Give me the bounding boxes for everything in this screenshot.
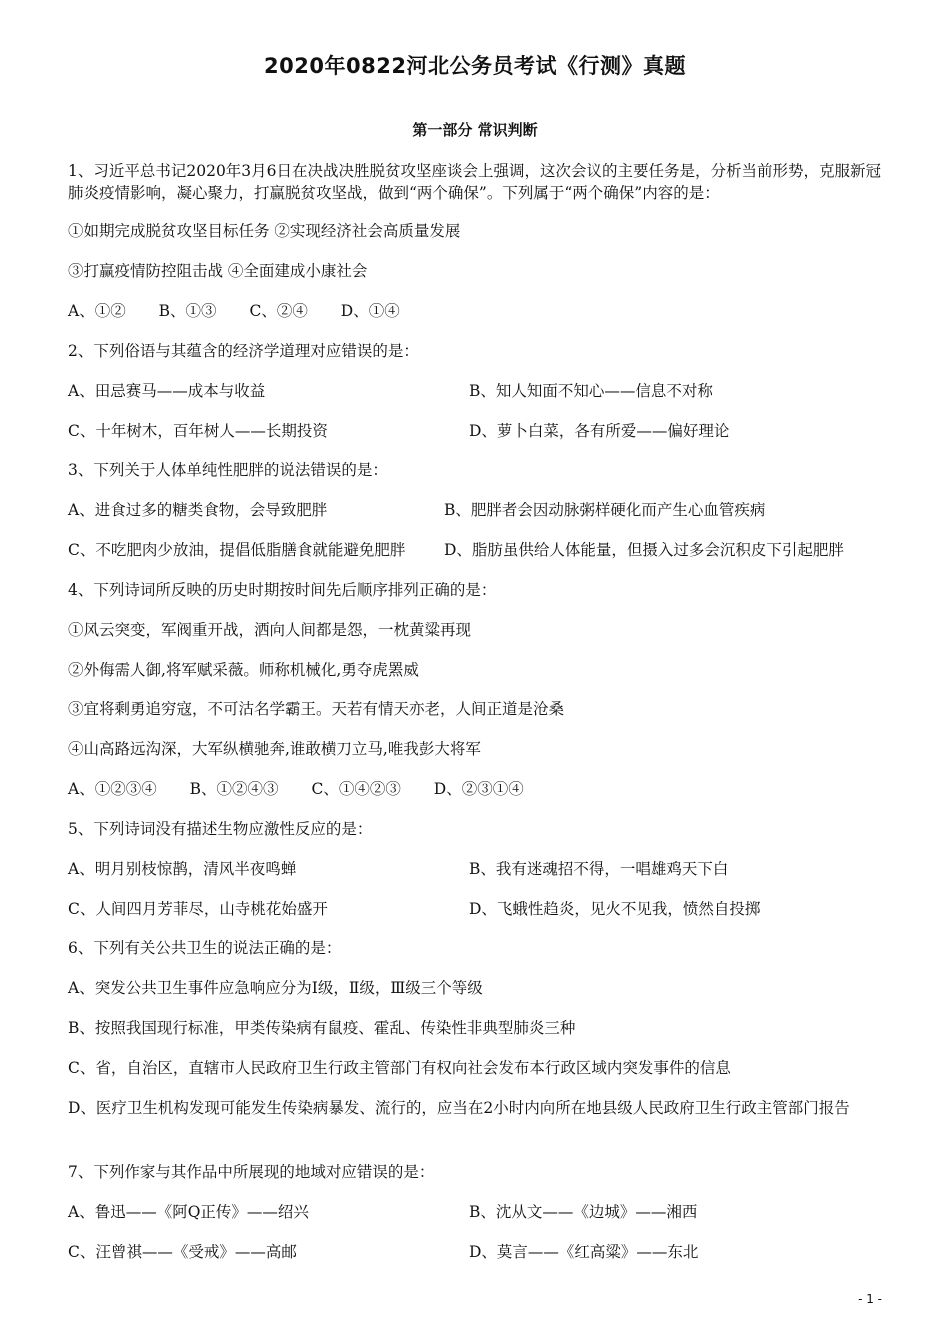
- question-6-option-c: C、省，自治区，直辖市人民政府卫生行政主管部门有权向社会发布本行政区域内突发事件的信息: [68, 1059, 731, 1077]
- question-2-option-c: C、十年树木，百年树人——长期投资: [68, 422, 328, 440]
- question-6-option-d: D、医疗卫生机构发现可能发生传染病暴发、流行的，应当在2小时内向所在地县级人民政府卫生行政主管部门报告: [68, 1099, 850, 1117]
- question-1-stem: 1、习近平总书记2020年3月6日在决战决胜脱贫攻坚座谈会上强调，这次会议的主要任务是，分析当前形势，克服新冠肺炎疫情影响，凝心聚力，打赢脱贫攻坚战，做到“两个确保”。下列属于“两个确保”内容的是：: [68, 162, 882, 202]
- question-2-option-b: B、知人知面不知心——信息不对称: [469, 382, 713, 400]
- question-6-option-a: A、突发公共卫生事件应急响应分为Ⅰ级，Ⅱ级，Ⅲ级三个等级: [68, 979, 483, 997]
- question-5-stem: 5、下列诗词没有描述生物应激性反应的是：: [68, 820, 373, 838]
- question-2-option-d: D、萝卜白菜，各有所爱——偏好理论: [469, 422, 730, 440]
- document-title: 2020年0822河北公务员考试《行测》真题: [264, 54, 686, 78]
- question-7-stem: 7、下列作家与其作品中所展现的地域对应错误的是：: [68, 1163, 435, 1181]
- option-d: D、①④: [340, 302, 400, 320]
- question-5-option-d: D、飞蛾性趋炎，见火不见我，愤然自投掷: [469, 900, 761, 918]
- option-c: C、①④②③: [311, 780, 401, 798]
- question-7-option-b: B、沈从文——《边城》——湘西: [469, 1203, 698, 1221]
- question-4-options: [68, 778, 552, 800]
- option-b: B、①②④③: [189, 780, 279, 798]
- question-6-stem: 6、下列有关公共卫生的说法正确的是：: [68, 939, 342, 957]
- question-4-stem: 4、下列诗词所反映的历史时期按时间先后顺序排列正确的是：: [68, 581, 497, 599]
- section-heading: 第一部分 常识判断: [412, 121, 538, 139]
- question-6-option-b: B、按照我国现行标准，甲类传染病有鼠疫、霍乱、传染性非典型肺炎三种: [68, 1019, 576, 1037]
- question-1-items-2: ③打赢疫情防控阻击战 ④全面建成小康社会: [68, 262, 368, 280]
- option-a: A、①②: [68, 302, 126, 320]
- question-7-option-d: D、莫言——《红高粱》——东北: [469, 1243, 699, 1261]
- question-3-option-c: C、不吃肥肉少放油，提倡低脂膳食就能避免肥胖: [68, 541, 406, 559]
- question-7-option-c: C、汪曾祺——《受戒》——高邮: [68, 1243, 297, 1261]
- question-3-stem: 3、下列关于人体单纯性肥胖的说法错误的是：: [68, 461, 388, 479]
- question-1-options: [68, 300, 428, 322]
- question-4-poem-2: ②外侮需人御,将军赋采薇。师称机械化,勇夺虎罴威: [68, 661, 419, 679]
- page-number: - 1 -: [858, 1292, 882, 1306]
- option-a: A、①②③④: [68, 780, 157, 798]
- question-5-option-c: C、人间四月芳菲尽，山寺桃花始盛开: [68, 900, 328, 918]
- question-2-option-a: A、田忌赛马——成本与收益: [68, 382, 266, 400]
- question-4-poem-1: ①风云突变，军阀重开战，洒向人间都是怨，一枕黄粱再现: [68, 621, 472, 639]
- question-5-option-a: A、明月别枝惊鹊，清风半夜鸣蝉: [68, 860, 297, 878]
- option-c: C、②④: [249, 302, 308, 320]
- question-1-items-1: ①如期完成脱贫攻坚目标任务 ②实现经济社会高质量发展: [68, 222, 461, 240]
- question-5-option-b: B、我有迷魂招不得，一唱雄鸡天下白: [469, 860, 729, 878]
- question-4-poem-4: ④山高路远沟深，大军纵横驰奔,谁敢横刀立马,唯我彭大将军: [68, 740, 481, 758]
- question-3-option-a: A、进食过多的糖类食物，会导致肥胖: [68, 501, 328, 519]
- question-3-option-b: B、肥胖者会因动脉粥样硬化而产生心血管疾病: [444, 501, 766, 519]
- option-b: B、①③: [158, 302, 217, 320]
- question-7-option-a: A、鲁迅——《阿Q正传》——绍兴: [68, 1203, 309, 1221]
- option-d: D、②③①④: [433, 780, 524, 798]
- question-4-poem-3: ③宜将剩勇追穷寇，不可沽名学霸王。天若有情天亦老，人间正道是沧桑: [68, 700, 565, 718]
- question-3-option-d: D、脂肪虽供给人体能量，但摄入过多会沉积皮下引起肥胖: [444, 541, 844, 559]
- question-2-stem: 2、下列俗语与其蕴含的经济学道理对应错误的是：: [68, 342, 419, 360]
